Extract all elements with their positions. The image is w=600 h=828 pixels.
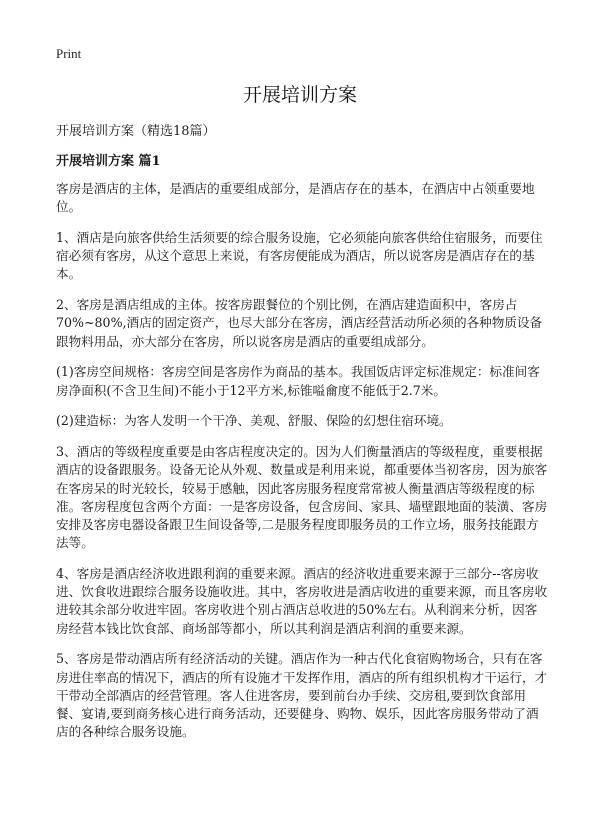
section-heading: 开展培训方案 篇1 <box>56 154 161 169</box>
paragraph-point-2: 2、客房是酒店组成的主体。按客房跟餐位的个别比例，在酒店建造面积中，客房占70%~80%,酒店的固定资产，也尽大部分在客房，酒店经营活动所必须的各种物质设备跟物料用品，亦大部分在客房，所以说客房是酒店的重要组成部分。 <box>56 297 543 349</box>
document-body <box>56 180 548 754</box>
paragraph-point-3: 3、酒店的等级程度重要是由客店程度决定的。因为人们衡量酒店的等级程度，重要根据酒店的设备跟服务。设备无论从外观、数量或是利用来说，都重要体当初客房，因为旅客在客房呆的时光较长，较易于感触，因此客房服务程度常常被人衡量酒店等级程度的标准。客房程度包含两个方面：一是客房设备，包含房间、家具、墙壁跟地面的装潢、客房安排及客房电器设备跟卫生间设备等,二是服务程度即服务员的工作立场，服务技能跟方法等。 <box>56 444 548 551</box>
paragraph-point-4: 4、客房是酒店经济收进跟利润的重要来源。酒店的经济收进重要来源于三部分--客房收进、饮食收进跟综合服务设施收进。其中，客房收进是酒店收进的重要来源，而且客房收进较其余部分收进牢固。客房收进个别占酒店总收进的50%左右。从利润来分析，因客房经营本钱比饮食部、商场部等都小，所以其利润是酒店利润的重要来源。 <box>56 566 548 636</box>
paragraph-point-5: 5、客房是带动酒店所有经济活动的关键。酒店作为一种古代化食宿购物场合，只有在客房进住率高的情况下，酒店的所有设施才干发挥作用，酒店的所有组织机构才干运行，才干带动全部酒店的经营管理。客人住进客房，要到前台办手续、交房租,要到饮食部用餐、宴请,要到商务核心进行商务活动，还要健身、购物、娱乐，因此客房服务带动了酒店的各种综合服务设施。 <box>56 651 548 740</box>
paragraph-sub-2: (2)建造标：为客人发明一个干净、美观、舒服、保险的幻想住宿环境。 <box>56 413 452 429</box>
paragraph-intro: 客房是酒店的主体，是酒店的重要组成部分，是酒店存在的基本，在酒店中占领重要地位。 <box>56 181 535 215</box>
document-title: 开展培训方案 <box>242 84 357 106</box>
paragraph-point-1: 1、酒店是向旅客供给生活须要的综合服务设施，它必须能向旅客供给住宿服务，而要住宿必须有客房，从这个意思上来说，有客房便能成为酒店，所以说客房是酒店存在的基本。 <box>56 230 543 282</box>
document-subtitle: 开展培训方案（精选18篇） <box>56 124 216 139</box>
print-link[interactable]: Print <box>56 46 82 61</box>
paragraph-sub-1: (1)客房空间规格：客房空间是客房作为商品的基本。我国饭店评定标准规定：标准间客房净面积(不含卫生间)不能小于12平方米,标锥嗌龠度不能低于2.7米。 <box>56 364 540 398</box>
